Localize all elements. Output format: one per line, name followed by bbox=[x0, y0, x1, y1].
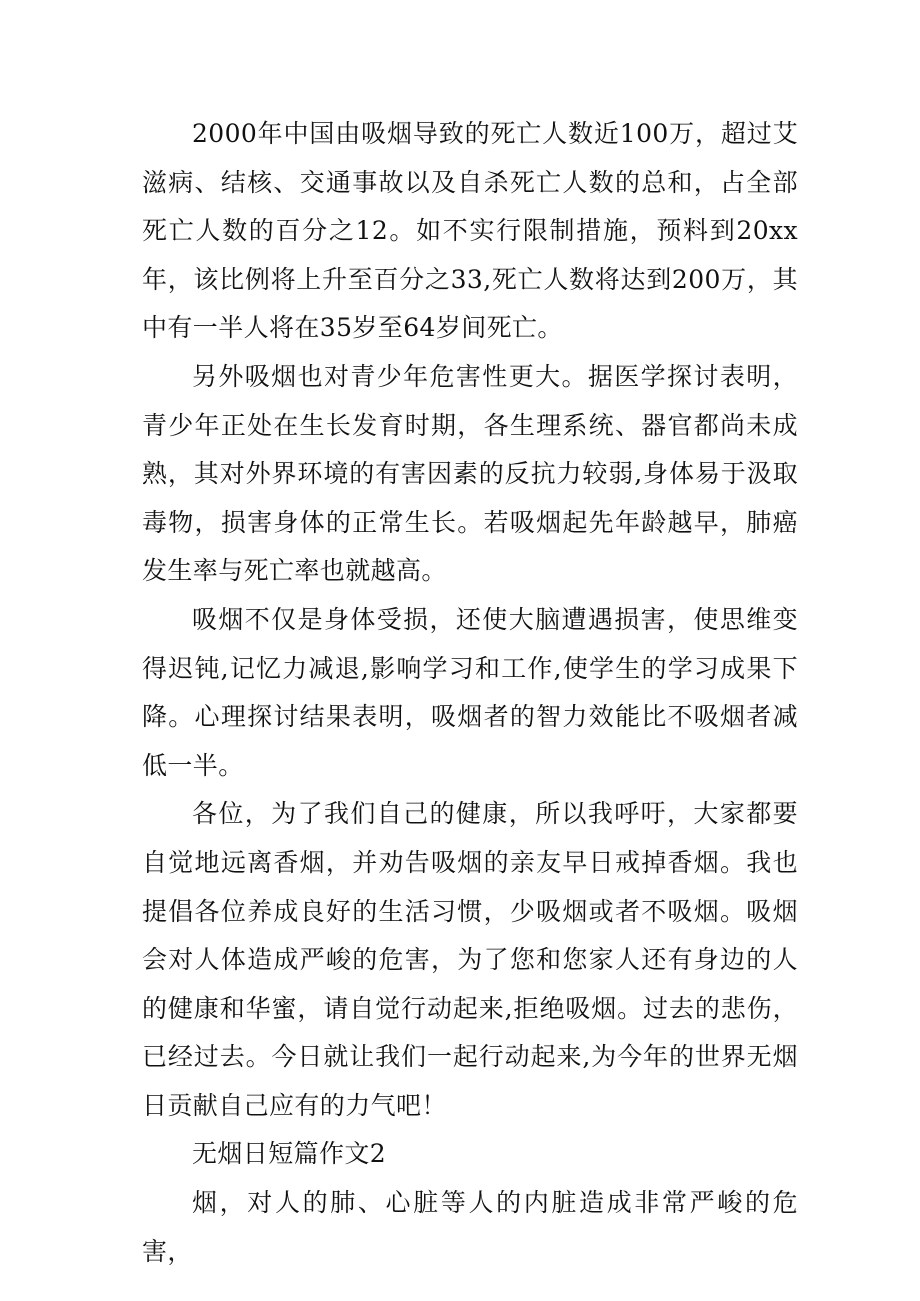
document-body bbox=[142, 110, 798, 1276]
paragraph-youth-harm: 另外吸烟也对青少年危害性更大。据医学探讨表明，青少年正处在生长发育时期，各生理系统、器官都尚未成熟，其对外界环境的有害因素的反抗力较弱,身体易于汲取毒物，损害身体的正常生长。若吸烟起先年龄越早，肺癌发生率与死亡率也就越高。 bbox=[142, 361, 798, 586]
paragraph-smoking-deaths: 2000年中国由吸烟导致的死亡人数近100万，超过艾滋病、结核、交通事故以及自杀死亡人数的总和，占全部死亡人数的百分之12。如不实行限制措施，预料到20xx年，该比例将上升至百分之33,死亡人数将达到200万，其中有一半人将在35岁至64岁间死亡。 bbox=[142, 119, 798, 343]
paragraph-final: 烟，对人的肺、心脏等人的内脏造成非常严峻的危害， bbox=[142, 1188, 798, 1266]
paragraph-appeal: 各位，为了我们自己的健康，所以我呼吁，大家都要自觉地远离香烟，并劝告吸烟的亲友早日戒掉香烟。我也提倡各位养成良好的生活习惯，少吸烟或者不吸烟。吸烟会对人体造成严峻的危害，为了您和您家人还有身边的人的健康和华蜜，请自觉行动起来,拒绝吸烟。过去的悲伤，已经过去。今日就让我们一起行动起来,为今年的世界无烟日贡献自己应有的力气吧！ bbox=[142, 799, 798, 1120]
paragraph-brain-damage: 吸烟不仅是身体受损，还使大脑遭遇损害，使思维变得迟钝,记忆力减退,影响学习和工作,使学生的学习成果下降。心理探讨结果表明，吸烟者的智力效能比不吸烟者减低一半。 bbox=[142, 604, 798, 780]
section-heading: 无烟日短篇作文2 bbox=[192, 1139, 387, 1169]
